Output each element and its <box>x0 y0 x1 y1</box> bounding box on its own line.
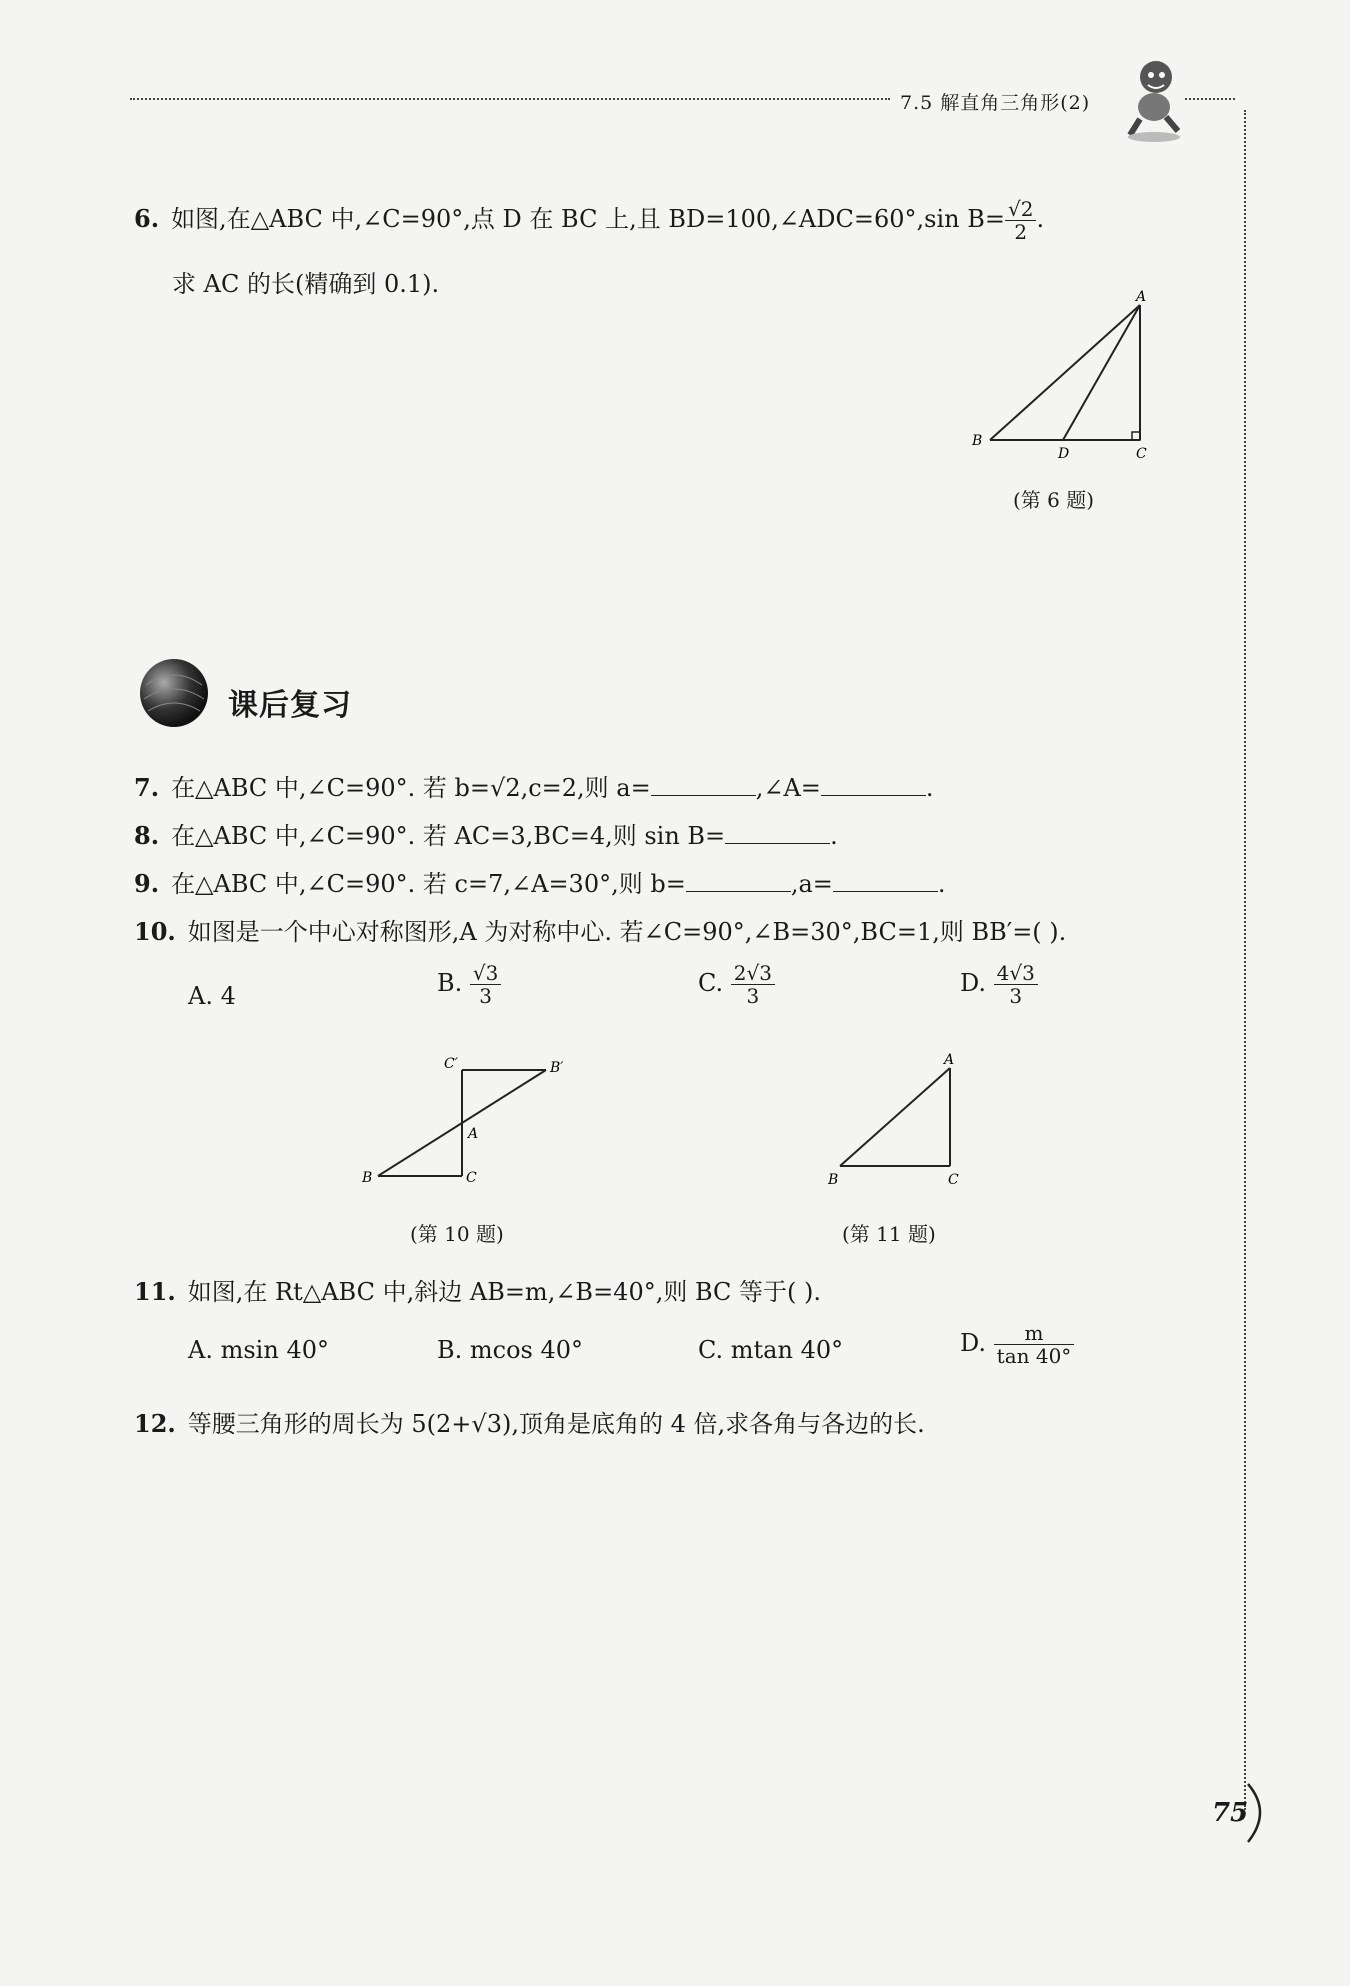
mascot-icon <box>1118 55 1188 145</box>
vertex-label-a: A <box>1136 289 1147 305</box>
option-b[interactable] <box>437 962 501 1007</box>
option-value: mtan 40° <box>730 1336 844 1364</box>
question-text-mid: ,a= <box>790 870 833 898</box>
question-text: 如图,在△ABC 中,∠C=90°,点 D 在 BC 上,且 BD=100,∠ADC=60°,sin B= <box>171 205 1005 233</box>
header-section-title: 7.5 解直角三角形(2) <box>900 92 1091 114</box>
option-label: B. <box>437 1336 463 1364</box>
question-6-line2: 求 AC 的长(精确到 0.1). <box>172 270 440 298</box>
question-text: 等腰三角形的周长为 5(2+√3),顶角是底角的 4 倍,求各角与各边的长. <box>187 1410 925 1438</box>
question-text: 如图,在 Rt△ABC 中,斜边 AB=m,∠B=40°,则 BC 等于( ). <box>187 1278 822 1306</box>
question-end: . <box>937 870 946 898</box>
question-number: 11. <box>134 1277 176 1306</box>
header-rule-right <box>1185 98 1235 100</box>
fraction-numerator: √3 <box>470 962 501 985</box>
fraction-numerator: m <box>994 1322 1075 1345</box>
question-6 <box>134 198 1044 243</box>
question-number: 6. <box>134 204 160 233</box>
header-rule <box>130 98 890 100</box>
option-label: C. <box>698 969 724 997</box>
option-label: A. <box>188 982 213 1010</box>
vertex-label-b: B <box>972 433 983 449</box>
vertex-label-a: A <box>944 1052 955 1068</box>
question-8 <box>134 816 838 851</box>
fraction-denominator: 3 <box>1009 984 1023 1008</box>
fraction <box>470 962 501 1007</box>
fraction-denominator: 3 <box>479 984 492 1008</box>
question-number: 10. <box>134 917 176 946</box>
answer-blank[interactable] <box>686 869 791 892</box>
fraction-denominator: tan 40° <box>996 1344 1072 1368</box>
question-text: 在△ABC 中,∠C=90°. 若 AC=3,BC=4,则 sin B= <box>171 822 726 850</box>
option-d[interactable] <box>960 1322 1074 1367</box>
option-label: A. <box>188 1336 213 1364</box>
option-c[interactable] <box>698 962 775 1007</box>
question-text-mid: ,∠A= <box>755 774 821 802</box>
vertex-label-c: C <box>1136 446 1147 462</box>
section-title: 课后复习 <box>228 688 352 723</box>
answer-blank[interactable] <box>833 869 938 892</box>
question-number: 9. <box>134 869 160 898</box>
fraction <box>994 962 1038 1007</box>
figure-10 <box>350 1048 590 1198</box>
option-value: msin 40° <box>220 1336 329 1364</box>
sphere-icon <box>136 655 216 735</box>
figure-11-caption: (第 11 题) <box>842 1222 936 1246</box>
vertex-label-c: C <box>948 1172 959 1188</box>
question-end: . <box>830 822 838 850</box>
vertex-label-d: D <box>1058 446 1070 462</box>
fraction-denominator: 3 <box>746 984 760 1008</box>
question-number: 7. <box>134 773 160 802</box>
question-text: 在△ABC 中,∠C=90°. 若 b=√2,c=2,则 a= <box>171 774 651 802</box>
figure-6 <box>960 285 1160 475</box>
figure-10-caption: (第 10 题) <box>410 1222 504 1246</box>
right-margin-rule <box>1244 110 1246 1810</box>
fraction-numerator: 2√3 <box>731 962 775 985</box>
question-text: 在△ABC 中,∠C=90°. 若 c=7,∠A=30°,则 b= <box>171 870 686 898</box>
fraction <box>1005 198 1036 243</box>
option-label: C. <box>698 1336 724 1364</box>
question-9 <box>134 864 946 899</box>
fraction-numerator: 4√3 <box>994 962 1038 985</box>
option-label: D. <box>960 1329 987 1357</box>
vertex-label-b-prime: B′ <box>550 1060 564 1076</box>
figure-6-caption: (第 6 题) <box>1013 488 1095 512</box>
option-value: mcos 40° <box>469 1336 584 1364</box>
question-end: . <box>1036 205 1045 233</box>
question-7 <box>134 768 934 803</box>
vertex-label-c: C <box>466 1170 477 1186</box>
page-number: 75 <box>1212 1798 1249 1828</box>
answer-blank[interactable] <box>821 773 926 796</box>
question-number: 8. <box>134 821 160 850</box>
question-12 <box>134 1404 925 1439</box>
option-value: 4 <box>220 982 236 1010</box>
fraction <box>994 1322 1075 1367</box>
option-b[interactable] <box>437 1336 583 1364</box>
option-label: B. <box>437 969 463 997</box>
answer-blank[interactable] <box>725 821 830 844</box>
vertex-label-c-prime: C′ <box>444 1056 458 1072</box>
question-end: . <box>925 774 934 802</box>
vertex-label-b: B <box>828 1172 839 1188</box>
question-number: 12. <box>134 1409 176 1438</box>
fraction <box>731 962 775 1007</box>
option-c[interactable] <box>698 1336 843 1364</box>
option-a[interactable] <box>188 1336 329 1364</box>
question-10 <box>134 912 1066 947</box>
option-a[interactable] <box>188 982 236 1010</box>
fraction-denominator: 2 <box>1014 220 1028 244</box>
vertex-label-a: A <box>468 1126 479 1142</box>
answer-blank[interactable] <box>651 773 756 796</box>
figure-11 <box>820 1048 980 1198</box>
option-label: D. <box>960 969 987 997</box>
question-text: 如图是一个中心对称图形,A 为对称中心. 若∠C=90°,∠B=30°,BC=1,则 BB′=( ). <box>187 918 1067 946</box>
fraction-numerator: √2 <box>1005 198 1036 221</box>
vertex-label-b: B <box>362 1170 373 1186</box>
question-11 <box>134 1272 821 1307</box>
option-d[interactable] <box>960 962 1038 1007</box>
